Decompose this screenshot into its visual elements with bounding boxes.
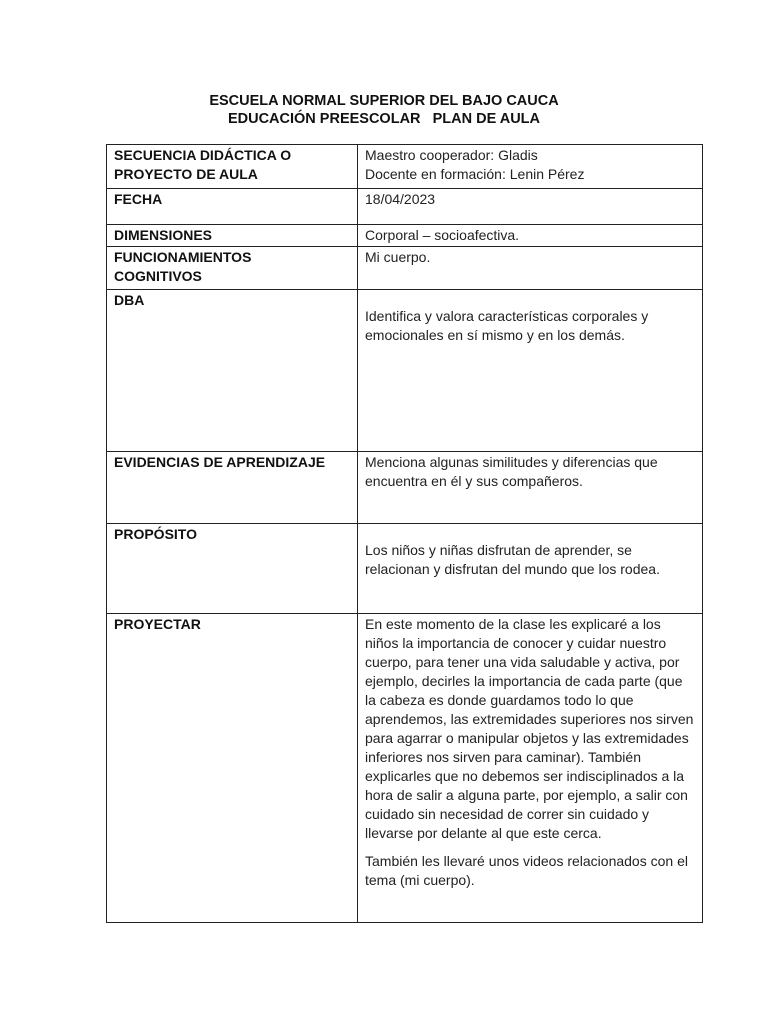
row-label-dimensiones: DIMENSIONES: [107, 225, 358, 247]
row-value-dimensiones: Corporal – socioafectiva.: [358, 225, 703, 247]
proyectar-paragraph: También les llevaré unos videos relacionados con el tema (mi cuerpo).: [365, 853, 688, 888]
row-value-funcionamientos: Mi cuerpo.: [358, 247, 703, 290]
row-value-evidencias: Menciona algunas similitudes y diferencias que encuentra en él y sus compañeros.: [358, 452, 703, 524]
program-title: EDUCACIÓN PREESCOLAR PLAN DE AULA: [227, 111, 541, 127]
row-label-line: COGNITIVOS: [114, 268, 202, 284]
maestro-cooperador: Maestro cooperador: Gladis: [365, 147, 538, 163]
table-row-proposito: [107, 524, 703, 614]
proposito-text: Los niños y niñas disfrutan de aprender, se relacionan y disfrutan del mundo que los rodea.: [365, 542, 660, 577]
table-row-secuencia: [107, 145, 703, 189]
table-row-funcionamientos: [107, 247, 703, 290]
table-row-proyectar: [107, 614, 703, 923]
dba-text: Identifica y valora características corporales y emocionales en sí mismo y en los demás.: [365, 308, 649, 343]
lesson-plan-table: [106, 144, 703, 923]
row-label-fecha: FECHA: [107, 189, 358, 225]
row-label-dba: DBA: [107, 290, 358, 452]
table-row-evidencias: [107, 452, 703, 524]
row-label-evidencias: EVIDENCIAS DE APRENDIZAJE: [107, 452, 358, 524]
row-label-funcionamientos: [107, 247, 358, 290]
document-header: [0, 92, 768, 128]
docente-formacion: Docente en formación: Lenin Pérez: [365, 166, 585, 182]
row-label-line: SECUENCIA DIDÁCTICA O: [114, 147, 292, 163]
row-label-secuencia: [107, 145, 358, 189]
proyectar-paragraph: En este momento de la clase les explicaré a los niños la importancia de conocer y cuidar nuestro cuerpo, para tener una vida saludable y activa, por ejemplo, decirles la importancia de cada parte (que la cabeza es donde guardamos todo lo que aprendemos, las extremidades superiores nos sirven para agarrar o manipular objetos y las extremidades inferiores nos sirven para caminar). También explicarles que no debemos ser indisciplinados a la hora de salir a alguna parte, por ejemplo, a salir con cuidado sin necesidad de correr sin cuidado y llevarse por delante al que este cerca.: [365, 616, 694, 841]
table-row-dba: [107, 290, 703, 452]
row-label-line: PROYECTO DE AULA: [114, 166, 258, 182]
row-value-proposito: [358, 524, 703, 614]
table-row-fecha: [107, 189, 703, 225]
row-label-proposito: PROPÓSITO: [107, 524, 358, 614]
row-value-dba: [358, 290, 703, 452]
row-value-fecha: 18/04/2023: [358, 189, 703, 225]
row-label-proyectar: PROYECTAR: [107, 614, 358, 923]
row-value-proyectar: [358, 614, 703, 923]
row-label-line: FUNCIONAMIENTOS: [114, 249, 252, 265]
row-value-secuencia: [358, 145, 703, 189]
school-name: ESCUELA NORMAL SUPERIOR DEL BAJO CAUCA: [209, 93, 559, 109]
table-row-dimensiones: [107, 225, 703, 247]
